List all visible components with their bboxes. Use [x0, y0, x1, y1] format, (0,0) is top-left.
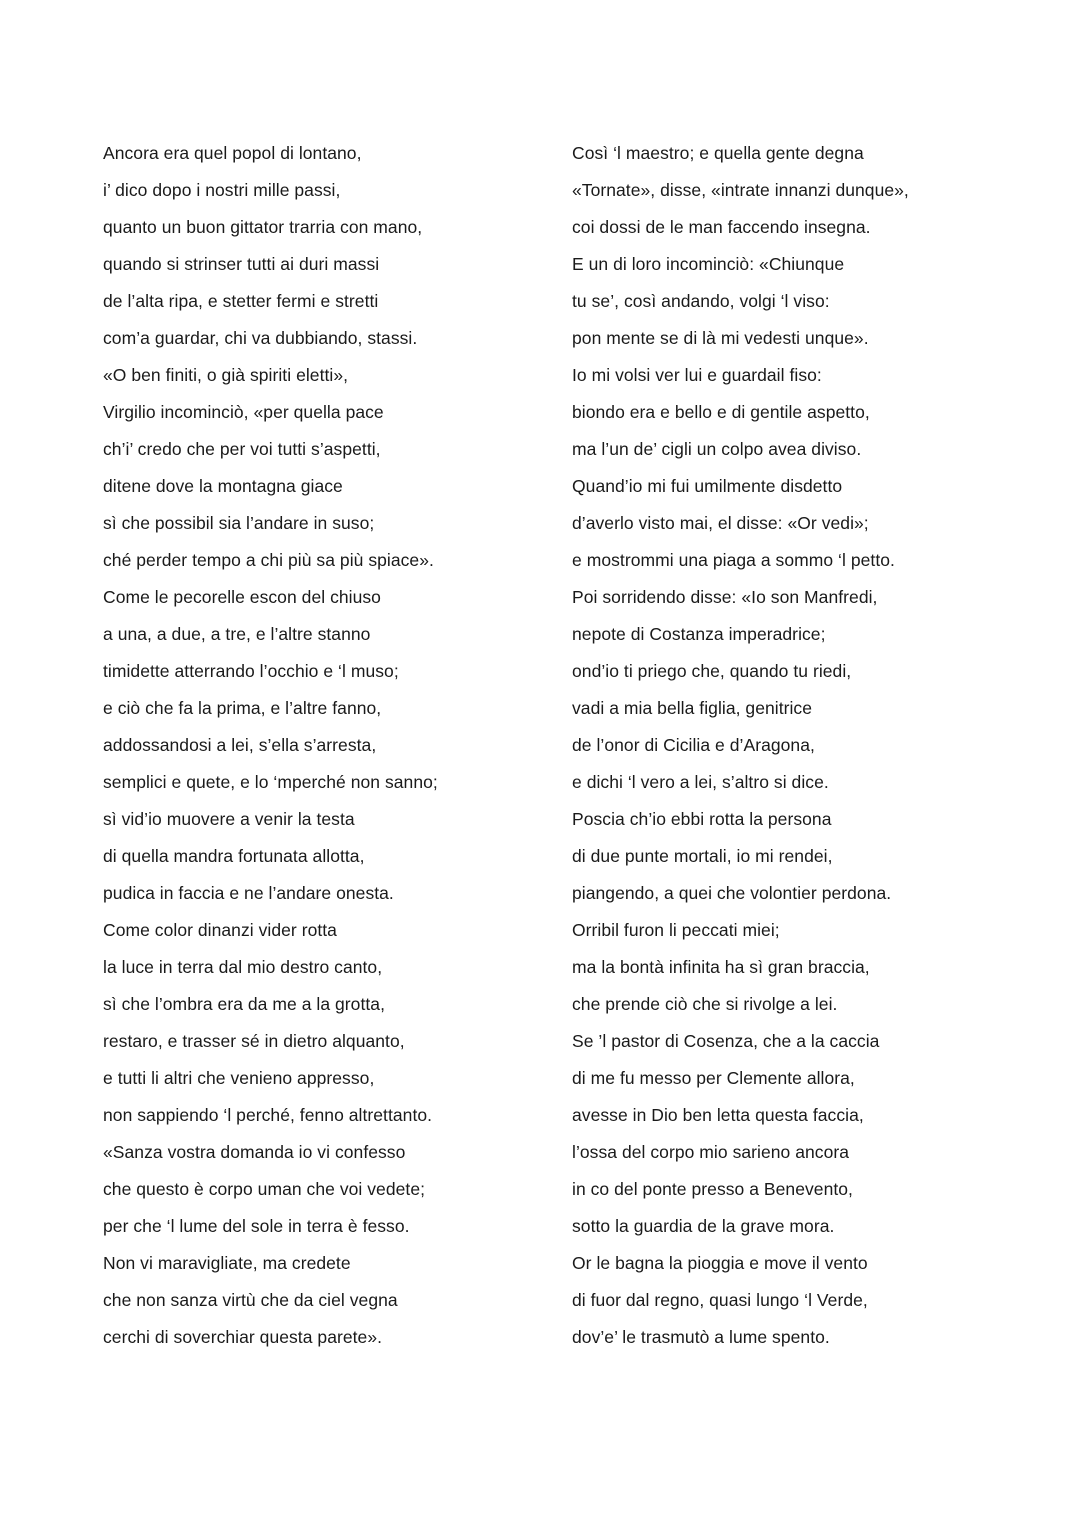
- verse-line: restaro, e trasser sé in dietro alquanto,: [103, 1031, 405, 1051]
- verse-line: che questo è corpo uman che voi vedete;: [103, 1179, 426, 1199]
- verse-line: vadi a mia bella figlia, genitrice: [572, 698, 813, 718]
- verse-line: per che ‘l lume del sole in terra è fesso.: [103, 1216, 410, 1236]
- verse-line: di quella mandra fortunata allotta,: [103, 846, 365, 866]
- verse-line: cerchi di soverchiar questa parete».: [103, 1327, 383, 1347]
- verse-line: e dichi ‘l vero a lei, s’altro si dice.: [572, 772, 829, 792]
- verse-line: e ciò che fa la prima, e l’altre fanno,: [103, 698, 382, 718]
- verse-line: pon mente se di là mi vedesti unque».: [572, 328, 869, 348]
- verse-line: ditene dove la montagna giace: [103, 476, 343, 496]
- verse-line: com’a guardar, chi va dubbiando, stassi.: [103, 328, 418, 348]
- verse-line: sì che l’ombra era da me a la grotta,: [103, 994, 385, 1014]
- verse-line: di due punte mortali, io mi rendei,: [572, 846, 833, 866]
- verse-line: d’averlo visto mai, el disse: «Or vedi»;: [572, 513, 869, 533]
- verse-line: dov’e’ le trasmutò a lume spento.: [572, 1327, 830, 1347]
- verse-line: Così ‘l maestro; e quella gente degna: [572, 143, 864, 163]
- verse-line: de l’onor di Cicilia e d’Aragona,: [572, 735, 815, 755]
- verse-line: ma l’un de’ cigli un colpo avea diviso.: [572, 439, 862, 459]
- verse-line: Se ’l pastor di Cosenza, che a la caccia: [572, 1031, 880, 1051]
- verse-line: e tutti li altri che venieno appresso,: [103, 1068, 375, 1088]
- verse-line: de l’alta ripa, e stetter fermi e stretti: [103, 291, 379, 311]
- verse-line: «O ben finiti, o già spiriti eletti»,: [103, 365, 349, 385]
- verse-line: addossandosi a lei, s’ella s’arresta,: [103, 735, 377, 755]
- verse-line: che prende ciò che si rivolge a lei.: [572, 994, 838, 1014]
- verse-line: quando si strinser tutti ai duri massi: [103, 254, 380, 274]
- right-verse-column: [572, 135, 1032, 1356]
- verse-line: Come color dinanzi vider rotta: [103, 920, 337, 940]
- verse-line: che non sanza virtù che da ciel vegna: [103, 1290, 398, 1310]
- verse-line: Io mi volsi ver lui e guardail fiso:: [572, 365, 822, 385]
- verse-line: E un di loro incominciò: «Chiunque: [572, 254, 845, 274]
- verse-line: Quand’io mi fui umilmente disdetto: [572, 476, 843, 496]
- verse-line: ma la bontà infinita ha sì gran braccia,: [572, 957, 870, 977]
- verse-line: sì che possibil sia l’andare in suso;: [103, 513, 375, 533]
- verse-line: in co del ponte presso a Benevento,: [572, 1179, 853, 1199]
- verse-line: Or le bagna la pioggia e move il vento: [572, 1253, 868, 1273]
- verse-line: piangendo, a quei che volontier perdona.: [572, 883, 892, 903]
- verse-line: tu se’, così andando, volgi ‘l viso:: [572, 291, 830, 311]
- verse-line: coi dossi de le man faccendo insegna.: [572, 217, 871, 237]
- verse-line: nepote di Costanza imperadrice;: [572, 624, 826, 644]
- verse-line: a una, a due, a tre, e l’altre stanno: [103, 624, 371, 644]
- verse-line: Non vi maravigliate, ma credete: [103, 1253, 351, 1273]
- verse-line: Orribil furon li peccati miei;: [572, 920, 780, 940]
- verse-line: ond’io ti priego che, quando tu riedi,: [572, 661, 852, 681]
- verse-line: ché perder tempo a chi più sa più spiace».: [103, 550, 434, 570]
- verse-line: non sappiendo ‘l perché, fenno altrettanto.: [103, 1105, 433, 1125]
- verse-line: l’ossa del corpo mio sarieno ancora: [572, 1142, 850, 1162]
- verse-line: Virgilio incominciò, «per quella pace: [103, 402, 384, 422]
- verse-line: sì vid’io muovere a venir la testa: [103, 809, 355, 829]
- verse-line: Poi sorridendo disse: «Io son Manfredi,: [572, 587, 878, 607]
- verse-line: Ancora era quel popol di lontano,: [103, 143, 362, 163]
- verse-line: sotto la guardia de la grave mora.: [572, 1216, 835, 1236]
- verse-line: di me fu messo per Clemente allora,: [572, 1068, 855, 1088]
- verse-line: «Sanza vostra domanda io vi confesso: [103, 1142, 406, 1162]
- left-verse-column: [103, 135, 543, 1356]
- verse-line: Come le pecorelle escon del chiuso: [103, 587, 381, 607]
- verse-line: la luce in terra dal mio destro canto,: [103, 957, 383, 977]
- verse-line: Poscia ch’io ebbi rotta la persona: [572, 809, 832, 829]
- verse-line: i’ dico dopo i nostri mille passi,: [103, 180, 341, 200]
- verse-line: avesse in Dio ben letta questa faccia,: [572, 1105, 864, 1125]
- verse-line: semplici e quete, e lo ‘mperché non sanno;: [103, 772, 438, 792]
- verse-line: e mostrommi una piaga a sommo ‘l petto.: [572, 550, 895, 570]
- verse-line: ch’i’ credo che per voi tutti s’aspetti,: [103, 439, 381, 459]
- verse-line: pudica in faccia e ne l’andare onesta.: [103, 883, 394, 903]
- verse-line: «Tornate», disse, «intrate innanzi dunque»,: [572, 180, 909, 200]
- verse-line: timidette atterrando l’occhio e ‘l muso;: [103, 661, 399, 681]
- verse-line: quanto un buon gittator trarria con mano,: [103, 217, 423, 237]
- verse-line: di fuor dal regno, quasi lungo ‘l Verde,: [572, 1290, 868, 1310]
- verse-line: biondo era e bello e di gentile aspetto,: [572, 402, 870, 422]
